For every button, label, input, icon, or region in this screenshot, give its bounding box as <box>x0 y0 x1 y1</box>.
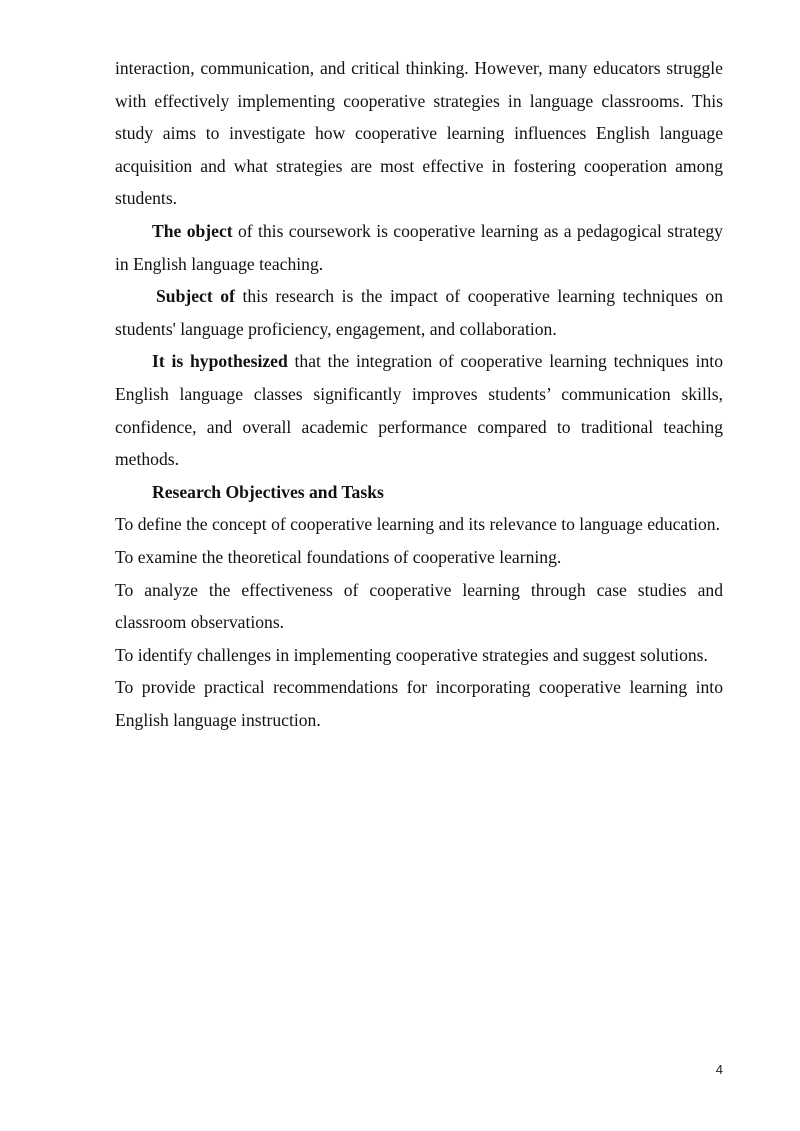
hypothesis-lead: It is hypothesized <box>152 351 288 372</box>
task-item: To analyze the effectiveness of cooperative learning through case studies and classroom observations. <box>115 579 723 633</box>
page-number: 4 <box>715 1062 723 1077</box>
objectives-heading: Research Objectives and Tasks <box>152 481 384 502</box>
subject-lead: Subject of <box>156 286 235 307</box>
task-item: To examine the theoretical foundations of cooperative learning. <box>115 546 562 567</box>
task-item: To provide practical recommendations for incorporating cooperative learning into English language instruction. <box>115 677 723 730</box>
subject-paragraph <box>115 280 723 345</box>
hypothesis-paragraph <box>115 345 723 475</box>
object-paragraph <box>115 215 723 280</box>
page-body <box>115 52 723 736</box>
object-text: of this coursework is cooperative learning as a pedagogical strategy in English language teaching. <box>115 220 723 274</box>
object-lead: The object <box>152 220 233 241</box>
intro-paragraph: interaction, communication, and critical thinking. However, many educators struggle with effectively implementing cooperative strategies in language classrooms. This study aims to investigate how cooperative learning influences English language acquisition and what strategies are most effective in fostering cooperation among students. <box>115 58 723 209</box>
task-item: To define the concept of cooperative learning and its relevance to language education. <box>115 514 720 535</box>
hypothesis-text: that the integration of cooperative learning techniques into English language classes significantly improves students’ communication skills, confidence, and overall academic performance compared to traditional teaching methods. <box>115 351 723 470</box>
task-item: To identify challenges in implementing cooperative strategies and suggest solutions. <box>115 644 708 665</box>
subject-text: this research is the impact of cooperative learning techniques on students' language proficiency, engagement, and collaboration. <box>115 286 723 339</box>
